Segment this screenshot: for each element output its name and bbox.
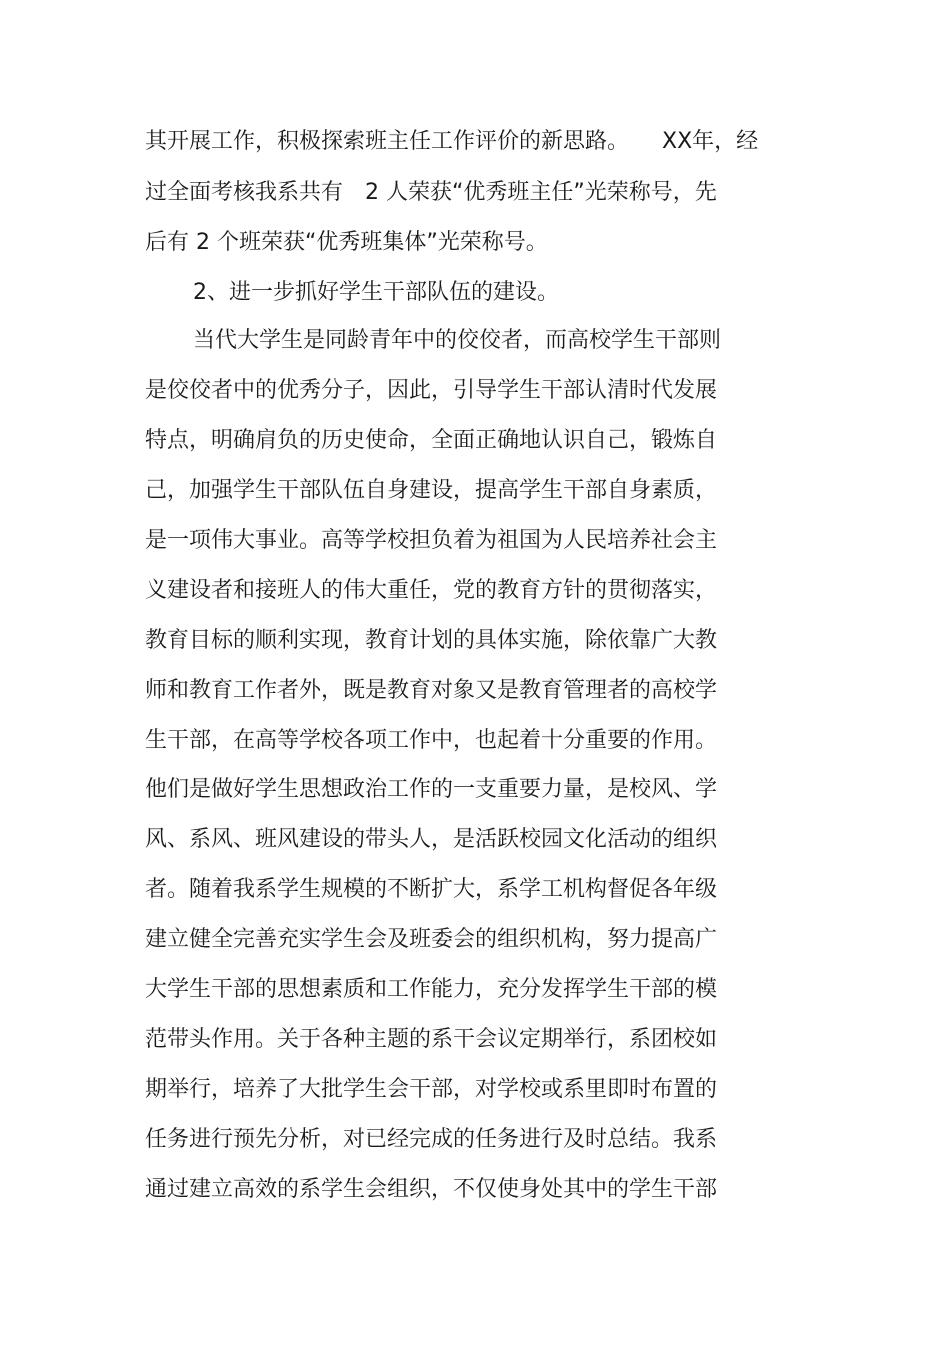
text-line: 义建设者和接班人的伟大重任，党的教育方针的贯彻落实，: [145, 578, 718, 603]
text-line: 他们是做好学生思想政治工作的一支重要力量，是校风、学: [145, 777, 718, 802]
text-line: 特点，明确肩负的历史使命，全面正确地认识自己，锻炼自: [145, 428, 718, 453]
text-line: 风、系风、班风建设的带头人，是活跃校园文化活动的组织: [145, 827, 718, 852]
text-line: 生干部，在高等学校各项工作中，也起着十分重要的作用。: [145, 728, 718, 753]
text-line: 大学生干部的思想素质和工作能力，充分发挥学生干部的模: [145, 977, 718, 1002]
text-line: 范带头作用。关于各种主题的系干会议定期举行，系团校如: [145, 1027, 718, 1052]
text-line: 己，加强学生干部队伍自身建设，提高学生干部自身素质，: [145, 478, 718, 503]
text-line: 后有 2 个班荣获“优秀班集体”光荣称号。: [145, 230, 548, 255]
text-line: 是佼佼者中的优秀分子，因此，引导学生干部认清时代发展: [145, 378, 718, 403]
text-line: 任务进行预先分析，对已经完成的任务进行及时总结。我系: [145, 1127, 718, 1152]
text-line: 当代大学生是同龄青年中的佼佼者，而高校学生干部则: [193, 328, 722, 353]
text-line: 师和教育工作者外，既是教育对象又是教育管理者的高校学: [145, 678, 718, 703]
text-line: 过全面考核我系共有 2 人荣获“优秀班主任”光荣称号，先: [145, 180, 717, 205]
text-line: 建立健全完善充实学生会及班委会的组织机构，努力提高广: [145, 927, 718, 952]
text-line: 者。随着我系学生规模的不断扩大，系学工机构督促各年级: [145, 877, 718, 902]
text-line: 是一项伟大事业。高等学校担负着为祖国为人民培养社会主: [145, 528, 718, 553]
text-line: 其开展工作，积极探索班主任工作评价的新思路。 XX年，经: [145, 129, 759, 154]
section-heading: 2、进一步抓好学生干部队伍的建设。: [193, 280, 559, 305]
text-line: 教育目标的顺利实现，教育计划的具体实施，除依靠广大教: [145, 628, 718, 653]
text-line: 通过建立高效的系学生会组织，不仅使身处其中的学生干部: [145, 1177, 718, 1202]
text-line: 期举行，培养了大批学生会干部，对学校或系里即时布置的: [145, 1077, 718, 1102]
